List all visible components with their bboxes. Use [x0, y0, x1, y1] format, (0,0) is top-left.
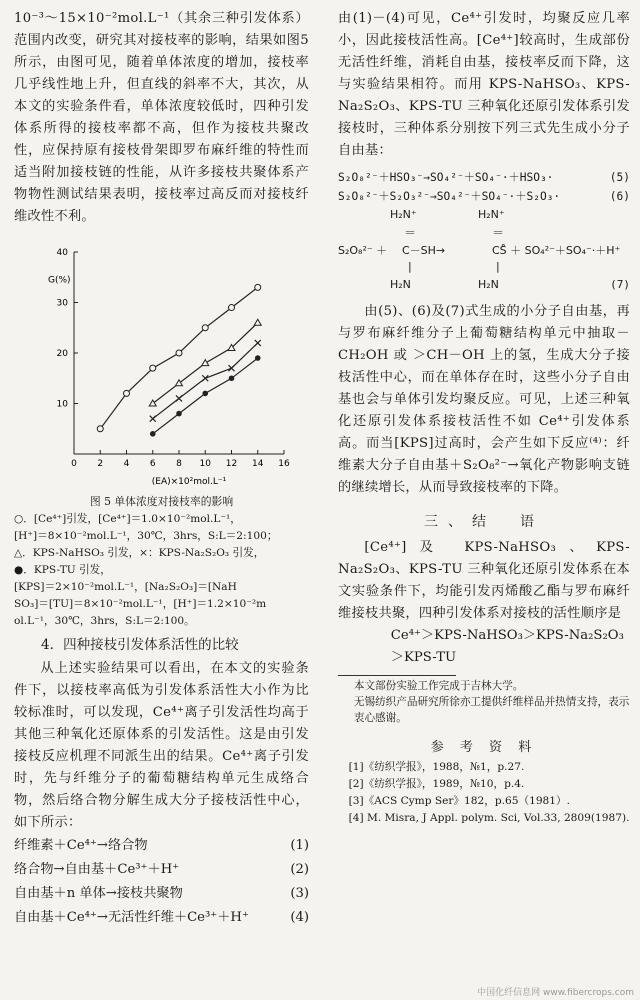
x-tick-label: 2 [97, 459, 104, 469]
equation-6 [338, 187, 630, 206]
reaction-row [14, 834, 309, 858]
right-paragraph-1: 由(1)－(4)可见，Ce⁴⁺引发时，均聚反应几率小，因此接枝活性高。[Ce⁴⁺]较高时，生成部份无活性纤维，消耗自由基，接枝率反而下降，这与实验结果相符。而用 KPS-NaHSO₃、KPS-Na₂S₂O₃、KPS-TU 三种氧化还原引发体系引发接枝时，三种体系分别按下列三式先生成小分子自由基： [338, 11, 630, 158]
structure-label: C－SH→ [402, 244, 446, 257]
equation-number: (6) [609, 190, 630, 203]
caption-line: SO₃]＝[TU]＝8×10⁻²mol.L⁻¹，[H⁺]＝1.2×10⁻²m [14, 598, 267, 610]
structure-label: S₂O₈²⁻ ＋ [338, 244, 388, 257]
reference-item: [1]《纺织学报》，1988，№1，p.27. [348, 761, 525, 773]
references-heading: 参 考 资 料 [430, 740, 538, 755]
data-point-open-circle [97, 426, 103, 432]
reaction-row [14, 882, 309, 906]
x-tick-label: 12 [225, 459, 238, 469]
left-paragraph-2: 从上述实验结果可以看出，在本文的实验条件下，以接枝率高低为引发体系活性大小作为比较标准时，可以发现，Ce⁴⁺离子引发活性均高于其他三种氧化还原体系的引发活性。这是由引发接枝反应机理不同派生出的结果。Ce⁴⁺离子引发时，先与纤维分子的葡萄糖结构单元生成络合物，然后络合物分解生成大分子接枝活性中心，如下所示： [14, 661, 309, 830]
double-bond-icon: ＝ [404, 226, 417, 240]
structure-label: H₂N⁺ [390, 208, 417, 221]
x-tick-label: 14 [252, 459, 264, 469]
watermark: 中国化纤信息网 www.fibercrops.com [477, 988, 634, 998]
x-tick-label: 10 [199, 459, 211, 469]
data-point-open-circle [150, 365, 156, 371]
caption-line: [H⁺]＝8×10⁻²mol.L⁻¹，30℃，3hrs，S:L＝2:100； [14, 530, 278, 542]
data-point-filled-circle [150, 431, 156, 437]
reaction-row [14, 858, 309, 882]
reaction-number: (4) [290, 910, 309, 925]
reference-item: [2]《纺织学报》，1989，№10，p.4. [348, 778, 525, 790]
single-bond-icon: | [496, 260, 500, 273]
figure-caption-title: 图 5 单体浓度对接枝率的影响 [89, 495, 234, 508]
reaction-text: 自由基＋n 单体→接枝共聚物 [14, 886, 183, 901]
reaction-number: (2) [290, 862, 309, 877]
footnote-2: 无锡纺织产品研究所徐亦工提供纤维样品并热情支持，表示衷心感谢。 [353, 696, 630, 724]
x-tick-label: 8 [176, 459, 182, 469]
series-line-2 [153, 343, 258, 419]
caption-line: ●．KPS-TU 引发， [14, 564, 111, 576]
double-bond-icon: ＝ [492, 226, 505, 240]
reference-item: [3]《ACS Cymp Ser》182，p.65（1981）. [348, 795, 571, 807]
x-tick-label: 4 [123, 459, 130, 469]
right-paragraph-3: [Ce⁴⁺]及 KPS-NaHSO₃、KPS-Na₂S₂O₃、KPS-TU 三种氧化还原引发体系在本文实验条件下，均能引发丙烯酸乙酯与罗布麻纤维接枝共聚，四种引发体系对接枝的活性顺序是 [338, 540, 630, 621]
y-tick-label: 40 [56, 248, 68, 258]
reaction-text: 络合物→自由基＋Ce³⁺＋H⁺ [14, 862, 180, 877]
data-point-cross [202, 375, 208, 381]
reaction-number: (1) [290, 838, 309, 853]
data-point-filled-circle [176, 411, 182, 417]
data-point-open-circle [176, 350, 182, 356]
data-point-open-circle [229, 305, 235, 311]
reaction-list [14, 834, 309, 930]
caption-line: ○．[Ce⁴⁺]引发，[Ce⁴⁺]＝1.0×10⁻²mol.L⁻¹， [14, 513, 241, 525]
reaction-text: 纤维素＋Ce⁴⁺→络合物 [14, 838, 148, 853]
data-point-open-circle [255, 284, 261, 290]
figure-5-chart [14, 234, 309, 494]
x-tick-label: 6 [149, 459, 156, 469]
x-axis-label: (EA)×10²mol.L⁻¹ [151, 477, 227, 487]
data-point-cross [255, 340, 261, 346]
equation-7-structure [338, 206, 630, 301]
equation-text: S₂O₈²⁻＋S₂O₃²⁻→SO₄²⁻＋SO₄⁻·＋S₂O₃· [338, 190, 561, 203]
reference-list [338, 759, 630, 827]
activity-order-line-2: ＞KPS-TU [390, 650, 457, 665]
data-point-open-circle [124, 390, 130, 396]
data-point-cross [176, 395, 182, 401]
y-tick-label: 30 [56, 298, 68, 309]
caption-line: △．KPS-NaHSO₃ 引发，×：KPS-Na₂S₂O₃ 引发， [14, 547, 265, 559]
left-column [14, 8, 309, 930]
data-point-filled-circle [202, 391, 208, 397]
equation-5 [338, 168, 630, 187]
structure-label: H₂N [390, 278, 411, 291]
equation-number: (5) [609, 171, 630, 184]
footnote-1: 本文部份实验工作完成于吉林大学。 [353, 680, 524, 692]
data-point-cross [150, 416, 156, 422]
y-axis-label: G(%) [48, 275, 71, 286]
x-tick-label: 0 [71, 459, 77, 469]
right-paragraph-2: 由(5)、(6)及(7)式生成的小分子自由基，再与罗布麻纤维分子上葡萄糖结构单元中抽取－CH₂OH 或 ＞CH－OH 上的氢，生成大分子接枝活性中心，而在单体存在时，这些小分子自由基也会与单体引发均聚反应。可见，上述三种氧化还原引发体系接枝活性不如 Ce⁴⁺引发体系高。而当[KPS]过高时，会产生如下反应⁽⁴⁾：纤维素大分子自由基＋S₂O₈²⁻→氧化产物影响支链的继续增长，从而导致接枝率的下降。 [338, 304, 630, 495]
y-tick-label: 20 [56, 349, 68, 359]
caption-line: ol.L⁻¹，30℃，3hrs，S:L＝2:100。 [14, 615, 195, 627]
structure-label: H₂N⁺ [478, 208, 505, 221]
x-tick-label: 16 [278, 459, 290, 469]
structure-label: CS̊ ＋ SO₄²⁻＋SO₄⁻·＋H⁺ [492, 244, 621, 257]
footnote-rule [338, 675, 456, 676]
data-point-open-circle [202, 325, 208, 331]
caption-line: [KPS]＝2×10⁻²mol.L⁻¹，[Na₂S₂O₃]＝[NaH [14, 581, 237, 593]
equation-text: S₂O₈²⁻＋HSO₃⁻→SO₄²⁻＋SO₄⁻·＋HSO₃· [338, 171, 554, 184]
reference-item: [4] M. Misra, J Appl. polym. Sci, Vol.33, 2809(1987). [348, 812, 630, 824]
data-point-filled-circle [229, 375, 235, 381]
data-point-filled-circle [255, 355, 261, 361]
section-4-heading: 4．四种接枝引发体系活性的比较 [41, 637, 239, 653]
equation-number: (7) [610, 278, 630, 291]
chart-svg [14, 234, 309, 494]
activity-order-line-1: Ce⁴⁺＞KPS-NaHSO₃＞KPS-Na₂S₂O₃ [390, 628, 624, 643]
reaction-text: 自由基＋Ce⁴⁺→无活性纤维＋Ce³⁺＋H⁺ [14, 910, 249, 925]
reaction-number: (3) [290, 886, 309, 901]
equation-block [338, 168, 630, 301]
figure-caption [14, 511, 309, 630]
reaction-row [14, 906, 309, 930]
data-point-cross [229, 365, 235, 371]
data-point-triangle [202, 360, 209, 366]
right-column [338, 8, 630, 827]
structure-label: H₂N [478, 278, 499, 291]
y-tick-label: 10 [56, 399, 68, 410]
section-3-heading: 三、结 语 [424, 514, 544, 530]
single-bond-icon: | [408, 260, 412, 273]
left-paragraph-1: 10⁻³～15×10⁻²mol.L⁻¹（其余三种引发体系）范围内改变，研究其对接枝率的影响，结果如图5所示，由图可见，随着单体浓度的增加，接枝率几乎线性地上升，但直线的斜率不大，其次，从本文的实验条件看，单体浓度较低时，四种引发体系所得的接枝率都不高，但作为接枝共聚改性，应保持原有接枝骨架即罗布麻纤维的特性而适当附加接枝链的性能，从许多接枝共聚体系产物物性测试结果表明，接枝率过高反而对接枝纤维改性不利。 [14, 11, 309, 224]
data-point-triangle [254, 319, 261, 325]
